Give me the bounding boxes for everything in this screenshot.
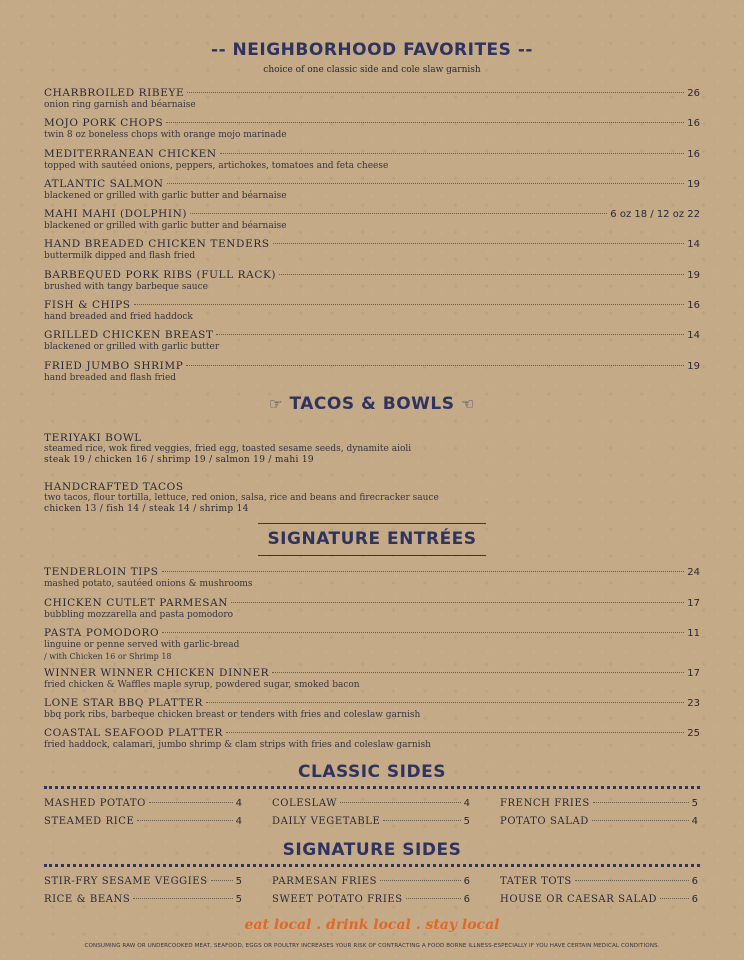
side-price: 5 — [235, 894, 242, 905]
side-price: 6 — [463, 894, 470, 905]
item-price: 17 — [687, 598, 700, 609]
side-price: 4 — [691, 816, 698, 827]
side-name: STEAMED RICE — [44, 816, 135, 827]
signature-entrees-heading: SIGNATURE ENTRÉES — [267, 529, 477, 549]
side-item — [500, 816, 698, 828]
side-item — [44, 798, 242, 810]
side-item — [272, 798, 470, 810]
item-price: 14 — [687, 330, 700, 341]
item-prices: steak 19 / chicken 16 / shrimp 19 / salmon 19 / mahi 19 — [44, 455, 314, 465]
item-description: two tacos, flour tortilla, lettuce, red onion, salsa, rice and beans and firecracker sauce — [44, 493, 439, 503]
item-price: 23 — [687, 698, 700, 709]
item-description: blackened or grilled with garlic butter — [44, 342, 220, 352]
menu-item — [44, 329, 700, 353]
item-price: 16 — [687, 118, 700, 129]
item-price: 25 — [687, 728, 700, 739]
side-name: SWEET POTATO FRIES — [272, 894, 403, 905]
side-item — [500, 798, 698, 810]
item-price: 11 — [687, 628, 700, 639]
side-item — [44, 894, 242, 906]
item-price: 16 — [687, 300, 700, 311]
side-item — [44, 876, 242, 888]
pointing-hand-left-icon: ☜ — [460, 395, 475, 413]
neighborhood-subtitle: choice of one classic side and cole slaw garnish — [263, 65, 481, 75]
divider — [258, 555, 486, 556]
menu-item — [44, 87, 700, 111]
menu-item — [44, 697, 700, 721]
item-name: ATLANTIC SALMON — [44, 178, 164, 190]
item-name: HANDCRAFTED TACOS — [44, 481, 184, 493]
item-description: fried chicken & Waffles maple syrup, powdered sugar, smoked bacon — [44, 680, 360, 690]
footer-tagline: eat local . drink local . stay local — [244, 917, 500, 933]
side-name: MASHED POTATO — [44, 798, 146, 809]
item-name: MOJO PORK CHOPS — [44, 117, 164, 129]
item-description: blackened or grilled with garlic butter and béarnaise — [44, 191, 287, 201]
item-description: blackened or grilled with garlic butter and béarnaise — [44, 221, 287, 231]
item-name: TERIYAKI BOWL — [44, 432, 142, 444]
tacos-bowls-heading — [0, 394, 744, 414]
menu-item — [44, 727, 700, 751]
menu-item — [44, 627, 700, 662]
menu-item — [44, 208, 700, 232]
item-description: buttermilk dipped and flash fried — [44, 251, 196, 261]
signature-sides-heading: SIGNATURE SIDES — [282, 840, 462, 860]
side-item — [500, 894, 698, 906]
item-description: bubbling mozzarella and pasta pomodoro — [44, 610, 234, 620]
menu-item — [44, 597, 700, 621]
menu-item — [44, 117, 700, 141]
side-name: FRENCH FRIES — [500, 798, 590, 809]
item-description: bbq pork ribs, barbeque chicken breast or tenders with fries and coleslaw garnish — [44, 710, 421, 720]
item-price: 14 — [687, 239, 700, 250]
menu-item — [44, 432, 700, 466]
tacos-bowls-title: TACOS & BOWLS — [289, 394, 455, 414]
item-name: GRILLED CHICKEN BREAST — [44, 329, 214, 341]
side-price: 6 — [463, 876, 470, 887]
dotted-divider — [44, 786, 700, 789]
side-name: COLESLAW — [272, 798, 338, 809]
dotted-divider — [44, 864, 700, 867]
item-description: topped with sautéed onions, peppers, artichokes, tomatoes and feta cheese — [44, 161, 389, 171]
item-description: steamed rice, wok fired veggies, fried egg, toasted sesame seeds, dynamite aioli — [44, 444, 412, 454]
item-description: brushed with tangy barbeque sauce — [44, 282, 208, 292]
item-name: CHARBROILED RIBEYE — [44, 87, 185, 99]
item-description: linguine or penne served with garlic-bread — [44, 640, 240, 650]
side-item — [272, 894, 470, 906]
item-name: BARBEQUED PORK RIBS (FULL RACK) — [44, 269, 277, 281]
item-price: 17 — [687, 668, 700, 679]
classic-sides-heading: CLASSIC SIDES — [298, 762, 446, 782]
item-name: LONE STAR BBQ PLATTER — [44, 697, 204, 709]
side-price: 4 — [463, 798, 470, 809]
menu-item — [44, 148, 700, 172]
side-item — [500, 876, 698, 888]
item-add-on: / with Chicken 16 or Shrimp 18 — [44, 652, 172, 661]
item-description: mashed potato, sautéed onions & mushrooms — [44, 579, 253, 589]
side-price: 4 — [235, 816, 242, 827]
item-price: 26 — [687, 88, 700, 99]
side-name: POTATO SALAD — [500, 816, 589, 827]
side-name: RICE & BEANS — [44, 894, 131, 905]
item-price: 24 — [687, 567, 700, 578]
item-price: 19 — [687, 361, 700, 372]
side-price: 4 — [235, 798, 242, 809]
item-price: 6 oz 18 / 12 oz 22 — [610, 209, 700, 220]
side-price: 5 — [463, 816, 470, 827]
side-name: HOUSE OR CAESAR SALAD — [500, 894, 658, 905]
item-name: MAHI MAHI (DOLPHIN) — [44, 208, 188, 220]
side-name: STIR-FRY SESAME VEGGIES — [44, 876, 208, 887]
menu-item — [44, 269, 700, 293]
side-name: TATER TOTS — [500, 876, 572, 887]
side-item — [44, 816, 242, 828]
item-description: hand breaded and fried haddock — [44, 312, 193, 322]
item-name: FISH & CHIPS — [44, 299, 131, 311]
side-price: 5 — [691, 798, 698, 809]
menu-item — [44, 481, 700, 515]
item-price: 19 — [687, 270, 700, 281]
item-description: fried haddock, calamari, jumbo shrimp & clam strips with fries and coleslaw garnish — [44, 740, 431, 750]
side-price: 6 — [691, 876, 698, 887]
menu-item — [44, 566, 700, 590]
item-name: FRIED JUMBO SHRIMP — [44, 360, 184, 372]
item-name: CHICKEN CUTLET PARMESAN — [44, 597, 229, 609]
item-description: onion ring garnish and béarnaise — [44, 100, 196, 110]
menu-item — [44, 238, 700, 262]
side-name: DAILY VEGETABLE — [272, 816, 381, 827]
item-name: TENDERLOIN TIPS — [44, 566, 159, 578]
neighborhood-favorites-heading: -- NEIGHBORHOOD FAVORITES -- — [211, 40, 533, 60]
side-name: PARMESAN FRIES — [272, 876, 378, 887]
side-price: 6 — [691, 894, 698, 905]
side-item — [272, 876, 470, 888]
item-name: COASTAL SEAFOOD PLATTER — [44, 727, 224, 739]
divider — [258, 523, 486, 524]
food-safety-disclaimer: CONSUMING RAW OR UNDERCOOKED MEAT, SEAFOOD, EGGS OR POULTRY INCREASES YOUR RISK OF CONTRACTING A FOOD BORNE ILLNESS-ESPECIALLY IF YOU HAVE CERTAIN MEDICAL CONDITIONS. — [84, 943, 660, 949]
menu-item — [44, 360, 700, 384]
item-name: HAND BREADED CHICKEN TENDERS — [44, 238, 270, 250]
side-price: 5 — [235, 876, 242, 887]
item-name: MEDITERRANEAN CHICKEN — [44, 148, 217, 160]
item-name: WINNER WINNER CHICKEN DINNER — [44, 667, 270, 679]
pointing-hand-right-icon: ☞ — [269, 395, 284, 413]
item-price: 19 — [687, 179, 700, 190]
item-description: twin 8 oz boneless chops with orange mojo marinade — [44, 130, 287, 140]
item-name: PASTA POMODORO — [44, 627, 160, 639]
item-price: 16 — [687, 149, 700, 160]
item-description: hand breaded and flash fried — [44, 373, 177, 383]
item-prices: chicken 13 / fish 14 / steak 14 / shrimp 14 — [44, 504, 249, 514]
menu-item — [44, 178, 700, 202]
menu-item — [44, 299, 700, 323]
menu-item — [44, 667, 700, 691]
side-item — [272, 816, 470, 828]
